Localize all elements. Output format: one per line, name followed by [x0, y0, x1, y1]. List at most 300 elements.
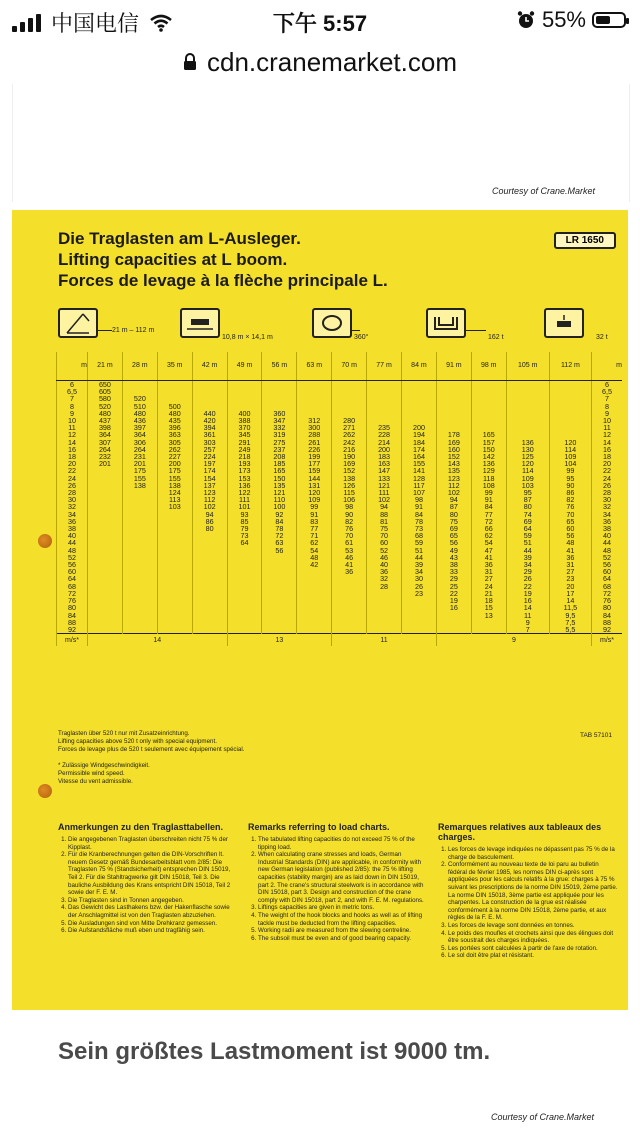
- capacity-cell: 20: [549, 583, 591, 590]
- capacity-cell: 271: [332, 424, 367, 431]
- capacity-cell: 200: [402, 424, 437, 431]
- capacity-cell: 152: [436, 453, 471, 460]
- capacity-cell: 123: [192, 489, 227, 496]
- capacity-cell: 19: [436, 597, 471, 604]
- capacity-cell: 120: [506, 460, 549, 467]
- capacity-cell: 137: [192, 482, 227, 489]
- table-row: [57, 381, 623, 389]
- capacity-cell: [471, 619, 506, 626]
- capacity-cell: 71: [297, 532, 332, 539]
- capacity-cell: [88, 612, 123, 619]
- table-row: [57, 568, 623, 575]
- capacity-cell: 48: [549, 539, 591, 546]
- table-footnotes: [58, 730, 244, 786]
- capacity-cell: 136: [471, 460, 506, 467]
- capacity-cell: 11: [506, 612, 549, 619]
- capacity-cell: 64: [506, 525, 549, 532]
- capacity-cell: 25: [436, 583, 471, 590]
- table-row: [57, 612, 623, 619]
- outrigger-icon: [180, 308, 220, 338]
- capacity-cell: [157, 388, 192, 395]
- url-text[interactable]: cdn.cranemarket.com: [207, 46, 457, 77]
- capacity-cell: [192, 568, 227, 575]
- capacity-cell: [122, 619, 157, 626]
- capacity-cell: [297, 604, 332, 611]
- capacity-cell: [262, 575, 297, 582]
- radius-cell: 52: [592, 554, 623, 561]
- footnote-line: Lifting capacities above 520 t only with special equipment.: [58, 738, 217, 745]
- radius-cell: 56: [592, 561, 623, 568]
- capacity-cell: [122, 590, 157, 597]
- radius-cell: 7: [592, 395, 623, 402]
- courtesy-note: Courtesy of Crane.Market: [491, 186, 595, 196]
- table-row: [57, 597, 623, 604]
- capacity-cell: [262, 597, 297, 604]
- capacity-cell: 38: [436, 561, 471, 568]
- capacity-cell: 262: [157, 446, 192, 453]
- slogan: Sein größtes Lastmoment ist 9000 tm.: [58, 1038, 491, 1065]
- capacity-cell: 120: [297, 489, 332, 496]
- previous-page: [12, 84, 630, 202]
- capacity-cell: [227, 619, 262, 626]
- capacity-cell: 73: [402, 525, 437, 532]
- capacity-cell: [402, 626, 437, 634]
- capacity-cell: 164: [402, 453, 437, 460]
- capacity-cell: 169: [436, 439, 471, 446]
- footnote-line: Vitesse du vent admissible.: [58, 778, 133, 785]
- capacity-cell: 36: [471, 561, 506, 568]
- capacity-cell: 41: [332, 561, 367, 568]
- radius-cell: 48: [57, 547, 88, 554]
- capacity-cell: [367, 604, 402, 611]
- capacity-cell: 136: [506, 439, 549, 446]
- capacity-cell: [122, 561, 157, 568]
- wind-speed: 11: [332, 634, 437, 647]
- radius-cell: 36: [57, 518, 88, 525]
- capacity-cell: 397: [122, 424, 157, 431]
- footnote-line: * Zulässige Windgeschwindigkeit.: [58, 762, 150, 769]
- capacity-cell: 160: [436, 446, 471, 453]
- capacity-cell: [297, 612, 332, 619]
- radius-cell: 80: [57, 604, 88, 611]
- capacity-cell: 16: [506, 597, 549, 604]
- carrier-name: 中国电信: [51, 11, 140, 36]
- capacity-cell: [122, 612, 157, 619]
- capacity-cell: [88, 489, 123, 496]
- capacity-cell: 113: [157, 496, 192, 503]
- remarks-german: [58, 822, 238, 935]
- capacity-cell: 231: [122, 453, 157, 460]
- capacity-cell: [122, 503, 157, 510]
- capacity-cell: [157, 532, 192, 539]
- capacity-cell: [367, 410, 402, 417]
- capacity-cell: [157, 612, 192, 619]
- lock-icon: [183, 53, 197, 71]
- capacity-cell: 201: [122, 460, 157, 467]
- title-german: Die Traglasten am L-Ausleger.: [58, 229, 301, 248]
- table-row: [57, 619, 623, 626]
- capacity-cell: 228: [367, 431, 402, 438]
- capacity-cell: 605: [88, 388, 123, 395]
- capacity-cell: 51: [402, 547, 437, 554]
- remarks-item: 2. Conformément au nouveau texte de loi paru au bulletin fédéral de février 1985, les normes DIN ci-après sont appliquées pour les calculs relatifs à la grue: charges à 75 % suivant les prescriptions de la norme DIN 15019, 2ème partie. La norme DIN 15018, 3ème partie est appliquée pour les charpentes. La construction de la grue est réalisée conformément à la norme DIN 15018, 2ème partie, et aux règles de la F. E. M.: [448, 861, 618, 922]
- capacity-cell: 262: [332, 431, 367, 438]
- radius-cell: 8: [57, 403, 88, 410]
- capacity-cell: [402, 403, 437, 410]
- capacity-cell: [227, 597, 262, 604]
- capacity-cell: [297, 583, 332, 590]
- capacity-cell: 165: [262, 467, 297, 474]
- capacity-cell: [157, 590, 192, 597]
- capacity-cell: 121: [262, 489, 297, 496]
- remarks-item: 3. Les forces de levage sont données en tonnes.: [448, 922, 618, 930]
- remarks-item: 3. Die Traglasten sind in Tonnen angegeben.: [68, 897, 238, 905]
- remarks-item: 6. Die Aufstandsfläche muß eben und tragfähig sein.: [68, 927, 238, 935]
- capacity-cell: [549, 395, 591, 402]
- capacity-cell: 103: [506, 482, 549, 489]
- capacity-cell: 86: [549, 489, 591, 496]
- model-badge: LR 1650: [554, 232, 616, 249]
- capacity-cell: 59: [506, 532, 549, 539]
- capacity-cell: 437: [88, 417, 123, 424]
- table-row: [57, 511, 623, 518]
- radius-cell: 10: [592, 417, 623, 424]
- remarks-list: [58, 836, 238, 935]
- radius-cell: 60: [592, 568, 623, 575]
- capacity-cell: [549, 381, 591, 389]
- capacity-cell: 91: [471, 496, 506, 503]
- capacity-cell: [262, 619, 297, 626]
- capacity-cell: [402, 612, 437, 619]
- capacity-cell: [192, 626, 227, 634]
- capacity-cell: 109: [297, 496, 332, 503]
- radius-cell: 8: [592, 403, 623, 410]
- capacity-cell: 91: [297, 511, 332, 518]
- capacity-cell: 93: [227, 511, 262, 518]
- capacity-cell: 27: [471, 575, 506, 582]
- capacity-cell: 520: [122, 395, 157, 402]
- remarks-item: 2. Für die Kranberechnungen gelten die DIN-Vorschriften lt. neuem Gesetz gemäß Bundesarbeitsblatt vom 2/85: Die Traglasten 75 % (Standsicherheit) entsprechen DIN 15019, Teil 2. Für die Stahltragwerke gilt DIN 15018, Teil 3. Die bauliche Ausbildung des Krans entspricht DIN 15018, Teil 2 sowie der F. E. M.: [68, 851, 238, 897]
- capacity-cell: 121: [367, 482, 402, 489]
- capacity-cell: 44: [506, 547, 549, 554]
- capacity-cell: 224: [192, 453, 227, 460]
- capacity-cell: [506, 410, 549, 417]
- table-row: [57, 482, 623, 489]
- table-row: [57, 626, 623, 634]
- capacity-cell: [227, 575, 262, 582]
- capacity-cell: 400: [227, 410, 262, 417]
- capacity-cell: [157, 525, 192, 532]
- capacity-cell: 420: [192, 417, 227, 424]
- capacity-cell: 75: [367, 525, 402, 532]
- footnote-line: Traglasten über 520 t nur mit Zusatzeinrichtung.: [58, 730, 190, 737]
- capacity-cell: 41: [471, 554, 506, 561]
- alarm-icon: [516, 10, 536, 30]
- capacity-cell: 106: [332, 496, 367, 503]
- capacity-cell: 130: [506, 446, 549, 453]
- capacity-cell: [227, 547, 262, 554]
- status-time: 下午 5:57: [272, 11, 368, 36]
- capacity-cell: 16: [436, 604, 471, 611]
- capacity-cell: [157, 583, 192, 590]
- spec-line: [98, 330, 112, 331]
- capacity-cell: 23: [402, 590, 437, 597]
- capacity-cell: 17: [549, 590, 591, 597]
- capacity-cell: 102: [367, 496, 402, 503]
- radius-cell: 7: [57, 395, 88, 402]
- capacity-cell: [471, 381, 506, 389]
- capacity-cell: 66: [471, 525, 506, 532]
- radius-cell: 24: [592, 475, 623, 482]
- radius-cell: 6,5: [592, 388, 623, 395]
- capacity-cell: 163: [367, 460, 402, 467]
- capacity-cell: 70: [367, 532, 402, 539]
- capacity-cell: 72: [471, 518, 506, 525]
- capacity-cell: 84: [262, 518, 297, 525]
- capacity-cell: 84: [471, 503, 506, 510]
- capacity-cell: 94: [436, 496, 471, 503]
- remarks-item: 1. Die angegebenen Traglasten überschreiten nicht 75 % der Kipplast.: [68, 836, 238, 851]
- capacity-cell: 49: [436, 547, 471, 554]
- capacity-cell: [402, 395, 437, 402]
- radius-cell: 28: [592, 489, 623, 496]
- radius-cell: 60: [57, 568, 88, 575]
- remarks-item: 5. Les portées sont calculées à partir de l'axe de rotation.: [448, 945, 618, 953]
- radius-cell: 34: [57, 511, 88, 518]
- capacity-cell: 117: [402, 482, 437, 489]
- radius-cell: 40: [57, 532, 88, 539]
- capacity-cell: [227, 381, 262, 389]
- capacity-cell: [192, 554, 227, 561]
- capacity-cell: 264: [88, 446, 123, 453]
- capacity-cell: 300: [297, 424, 332, 431]
- capacity-cell: 69: [436, 525, 471, 532]
- column-header: 98 m: [471, 352, 506, 381]
- capacity-cell: [88, 604, 123, 611]
- capacity-cell: [192, 561, 227, 568]
- capacity-cell: [297, 590, 332, 597]
- capacity-cell: [192, 583, 227, 590]
- table-row: [57, 489, 623, 496]
- load-chart-table: [56, 352, 622, 646]
- capacity-cell: [549, 410, 591, 417]
- capacity-cell: 364: [122, 431, 157, 438]
- capacity-cell: 110: [262, 496, 297, 503]
- capacity-cell: 82: [332, 518, 367, 525]
- capacity-cell: 347: [262, 417, 297, 424]
- capacity-cell: 78: [402, 518, 437, 525]
- capacity-cell: [367, 395, 402, 402]
- capacity-cell: [122, 539, 157, 546]
- capacity-cell: [436, 395, 471, 402]
- capacity-cell: 90: [332, 511, 367, 518]
- radius-cell: 22: [592, 467, 623, 474]
- capacity-cell: 510: [122, 403, 157, 410]
- capacity-cell: [262, 612, 297, 619]
- capacity-cell: [436, 612, 471, 619]
- capacity-cell: 36: [332, 568, 367, 575]
- capacity-cell: [157, 547, 192, 554]
- capacity-cell: 174: [402, 446, 437, 453]
- capacity-cell: 150: [262, 475, 297, 482]
- capacity-cell: [88, 568, 123, 575]
- remarks-item: 6. The subsoil must be even and of good bearing capacity.: [258, 935, 428, 943]
- capacity-cell: 62: [297, 539, 332, 546]
- table-row: [57, 539, 623, 546]
- capacity-cell: 111: [227, 496, 262, 503]
- column-header: 84 m: [402, 352, 437, 381]
- remarks-item: 1. Les forces de levage indiquées ne dépassent pas 75 % de la charge de basculement.: [448, 846, 618, 861]
- capacity-cell: [367, 381, 402, 389]
- capacity-cell: 650: [88, 381, 123, 389]
- capacity-cell: 85: [227, 518, 262, 525]
- capacity-cell: 64: [227, 539, 262, 546]
- capacity-cell: [88, 539, 123, 546]
- capacity-cell: [88, 619, 123, 626]
- capacity-cell: 36: [549, 554, 591, 561]
- binder-hole: [38, 784, 52, 798]
- table-row: [57, 525, 623, 532]
- capacity-cell: [122, 489, 157, 496]
- capacity-cell: 26: [402, 583, 437, 590]
- capacity-cell: 200: [367, 446, 402, 453]
- wind-label: m/s*: [592, 634, 623, 647]
- capacity-cell: [88, 590, 123, 597]
- capacity-cell: [157, 381, 192, 389]
- capacity-cell: 101: [227, 503, 262, 510]
- capacity-cell: 155: [157, 475, 192, 482]
- capacity-cell: [402, 597, 437, 604]
- capacity-cell: 15: [471, 604, 506, 611]
- column-header: 49 m: [227, 352, 262, 381]
- capacity-cell: 141: [402, 467, 437, 474]
- capacity-cell: 261: [297, 439, 332, 446]
- radius-cell: 52: [57, 554, 88, 561]
- capacity-cell: [227, 604, 262, 611]
- column-header: 91 m: [436, 352, 471, 381]
- capacity-cell: 291: [227, 439, 262, 446]
- capacity-cell: 107: [402, 489, 437, 496]
- capacity-cell: 88: [367, 511, 402, 518]
- capacity-cell: [157, 539, 192, 546]
- capacity-cell: 29: [436, 575, 471, 582]
- capacity-cell: [88, 496, 123, 503]
- capacity-cell: 79: [227, 525, 262, 532]
- capacity-cell: 82: [549, 496, 591, 503]
- radius-cell: 12: [57, 431, 88, 438]
- capacity-cell: 59: [402, 539, 437, 546]
- capacity-cell: 123: [436, 475, 471, 482]
- radius-cell: 32: [57, 503, 88, 510]
- capacity-cell: 114: [506, 467, 549, 474]
- capacity-cell: 131: [297, 482, 332, 489]
- capacity-cell: [88, 467, 123, 474]
- capacity-cell: 44: [402, 554, 437, 561]
- capacity-cell: 197: [192, 460, 227, 467]
- capacity-cell: 111: [367, 489, 402, 496]
- remarks-item: 1. The tabulated lifting capacities do not exceed 75 % of the tipping load.: [258, 836, 428, 851]
- capacity-cell: [227, 568, 262, 575]
- spec-line: [352, 330, 360, 331]
- table-row: [57, 554, 623, 561]
- capacity-cell: 305: [157, 439, 192, 446]
- capacity-cell: 201: [88, 460, 123, 467]
- capacity-cell: 184: [402, 439, 437, 446]
- capacity-cell: 14: [549, 597, 591, 604]
- capacity-cell: [157, 554, 192, 561]
- capacity-cell: 480: [157, 410, 192, 417]
- capacity-cell: [192, 619, 227, 626]
- wind-label: m/s*: [57, 634, 88, 647]
- capacity-cell: 69: [506, 518, 549, 525]
- address-bar[interactable]: [0, 40, 640, 84]
- spec-counterweight: 162 t: [488, 334, 504, 341]
- capacity-cell: 153: [227, 475, 262, 482]
- title-french: Forces de levage à la flèche principale L.: [58, 271, 388, 290]
- capacity-cell: 257: [192, 446, 227, 453]
- radius-cell: 68: [592, 583, 623, 590]
- capacity-cell: 580: [88, 395, 123, 402]
- radius-cell: 72: [592, 590, 623, 597]
- capacity-cell: 61: [332, 539, 367, 546]
- capacity-cell: 178: [436, 431, 471, 438]
- capacity-cell: [88, 518, 123, 525]
- capacity-cell: 60: [367, 539, 402, 546]
- radius-cell: 6: [592, 381, 623, 389]
- capacity-cell: 129: [471, 467, 506, 474]
- capacity-cell: [297, 626, 332, 634]
- capacity-cell: 394: [192, 424, 227, 431]
- corner-unit: m: [57, 352, 88, 381]
- status-right: [516, 7, 626, 33]
- capacity-cell: [402, 619, 437, 626]
- radius-cell: 88: [592, 619, 623, 626]
- capacity-cell: [122, 568, 157, 575]
- capacity-cell: 155: [122, 475, 157, 482]
- capacity-cell: 78: [262, 525, 297, 532]
- capacity-cell: 5,5: [549, 626, 591, 634]
- remarks-french: [438, 822, 618, 960]
- capacity-cell: [297, 395, 332, 402]
- capacity-cell: [506, 395, 549, 402]
- capacity-cell: 108: [471, 482, 506, 489]
- capacity-cell: 32: [367, 575, 402, 582]
- capacity-cell: [436, 381, 471, 389]
- capacity-cell: 174: [192, 467, 227, 474]
- capacity-cell: 26: [506, 575, 549, 582]
- capacity-cell: 100: [262, 503, 297, 510]
- radius-cell: 38: [57, 525, 88, 532]
- radius-cell: 84: [592, 612, 623, 619]
- capacity-cell: 41: [549, 547, 591, 554]
- capacity-cell: 14: [506, 604, 549, 611]
- wind-speed: 14: [88, 634, 228, 647]
- capacity-cell: 80: [436, 511, 471, 518]
- capacity-cell: 363: [157, 431, 192, 438]
- capacity-cell: 150: [471, 446, 506, 453]
- remarks-item: 3. Liftings capacities are given in metric tons.: [258, 904, 428, 912]
- capacity-cell: [436, 410, 471, 417]
- capacity-cell: 185: [262, 460, 297, 467]
- capacity-cell: 155: [402, 460, 437, 467]
- capacity-cell: 312: [297, 417, 332, 424]
- remarks-item: 5. Working radii are measured from the slewing centreline.: [258, 927, 428, 935]
- spec-line: [466, 330, 486, 331]
- capacity-cell: 65: [549, 518, 591, 525]
- battery-percent: 55%: [541, 7, 586, 32]
- capacity-cell: [367, 619, 402, 626]
- capacity-cell: 173: [227, 467, 262, 474]
